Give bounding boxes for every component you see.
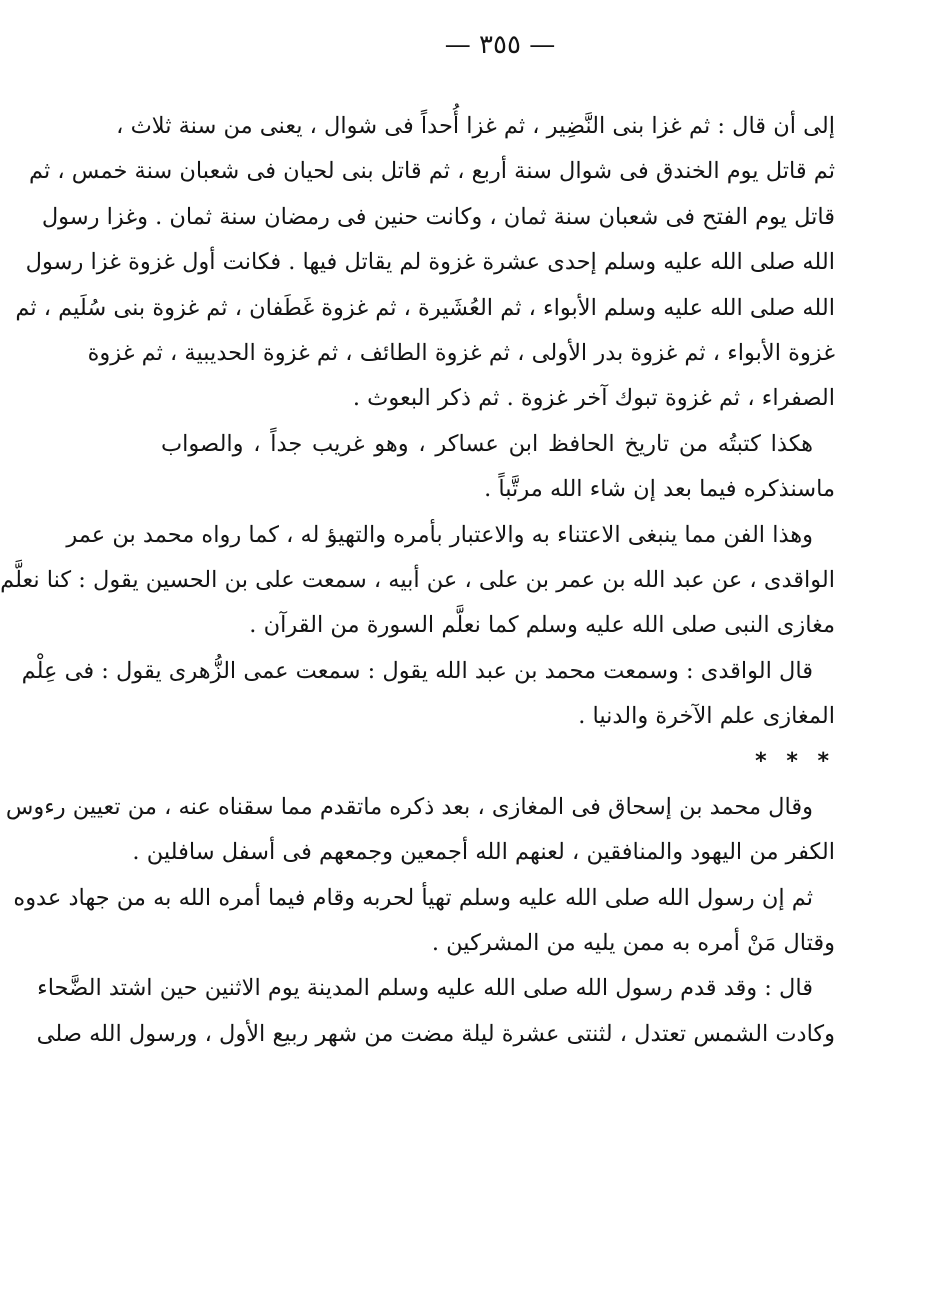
text-line: الكفر من اليهود والمنافقين ، لعنهم الله أجمعين وجمعهم فى أسفل سافلين . (132, 839, 835, 866)
text-line: الله صلى الله عليه وسلم إحدى عشرة غزوة لم يقاتل فيها . فكانت أول غزوة غزا رسول (25, 249, 835, 276)
text-line: وقال محمد بن إسحاق فى المغازى ، بعد ذكره ماتقدم مما سقناه عنه ، من تعيين رءوس (5, 793, 813, 820)
text-line: الواقدى ، عن عبد الله بن عمر بن على ، عن أبيه ، سمعت على بن الحسين يقول : كنا نعلَّم (0, 566, 835, 593)
text-line: غزوة الأبواء ، ثم غزوة بدر الأولى ، ثم غزوة الطائف ، ثم غزوة الحديبية ، ثم غزوة (87, 339, 835, 366)
text-line: وهذا الفن مما ينبغى الاعتناء به والاعتبار بأمره والتهيؤ له ، كما رواه محمد بن عمر (66, 521, 813, 548)
text-line: وكادت الشمس تعتدل ، لثنتى عشرة ليلة مضت من شهر ربيع الأول ، ورسول الله صلى (36, 1020, 835, 1047)
text-line: قاتل يوم الفتح فى شعبان سنة ثمان ، وكانت حنين فى رمضان سنة ثمان . وغزا رسول (41, 203, 835, 230)
text-line: الصفراء ، ثم غزوة تبوك آخر غزوة . ثم ذكر البعوث . (352, 385, 835, 412)
text-line: قال الواقدى : وسمعت محمد بن عبد الله يقول : سمعت عمى الزُّهرى يقول : فى عِلْم (21, 657, 813, 684)
text-line: إلى أن قال : ثم غزا بنى النَّضِير ، ثم غزا أُحداً فى شوال ، يعنى من سنة ثلاث ، (116, 113, 835, 139)
text-line: ماسنذكره فيما بعد إن شاء الله مرتَّباً . (484, 476, 835, 503)
text-line: الله صلى الله عليه وسلم الأبواء ، ثم العُشَيرة ، ثم غزوة غَطَفان ، ثم غزوة بنى سُلَيم ، ثم (15, 294, 835, 321)
text-line: ثم إن رسول الله صلى الله عليه وسلم تهيأ لحربه وقام فيما أمره الله به من جهاد عدوه (13, 884, 813, 911)
text-line: وقتال مَنْ أمره به ممن يليه من المشركين . (431, 930, 835, 957)
text-line: قال : وقد قدم رسول الله صلى الله عليه وسلم المدينة يوم الاثنين حين اشتد الضَّحاء (37, 975, 813, 1002)
text-line: ثم قاتل يوم الخندق فى شوال سنة أربع ، ثم قاتل بنى لحيان فى شعبان سنة خمس ، ثم (29, 158, 835, 185)
text-line: المغازى علم الآخرة والدنيا . (578, 703, 835, 730)
body-text (0, 104, 835, 1057)
text-line: هكذا كتبتُه من تاريخ الحافظ ابن عساكر ، وهو غريب جداً ، والصواب (161, 430, 813, 457)
text-line: مغازى النبى صلى الله عليه وسلم كما نعلَّم السورة من القرآن . (249, 612, 835, 639)
page-number: — ٣٥٥ — (444, 30, 556, 60)
section-separator: * * * (755, 749, 835, 775)
